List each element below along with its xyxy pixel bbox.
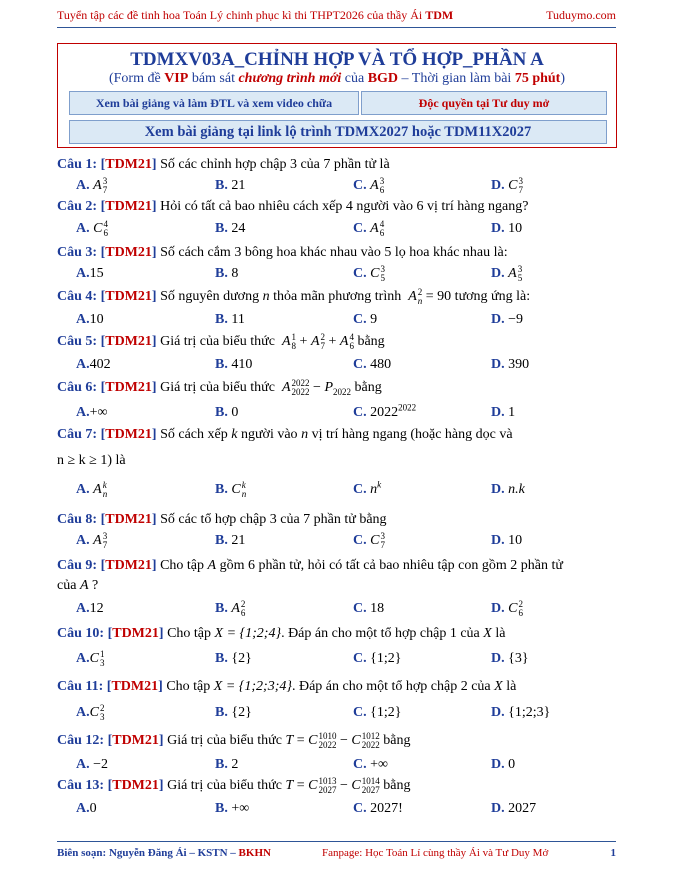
question-text: Số các tổ hợp chập 3 của 7 phần tử bằng	[160, 512, 387, 527]
header-site: Tuduymo.com	[546, 8, 616, 22]
option-label: A.	[76, 801, 90, 816]
option-value: 11	[231, 312, 245, 327]
option-value: 0	[89, 801, 97, 816]
option-label: C.	[353, 651, 367, 666]
doc-title: TDMXV03A_CHỈNH HỢP VÀ TỔ HỢP_PHẦN A	[130, 49, 544, 70]
option-value: {1;2}	[370, 651, 402, 666]
option-b[interactable]	[215, 649, 252, 668]
question-number: Câu 9:	[57, 558, 98, 573]
option-label: D.	[491, 601, 505, 616]
option-a[interactable]: A. A k n	[76, 479, 108, 499]
option-label: B.	[215, 312, 228, 327]
option-value: −2	[93, 757, 109, 772]
sub-part: )	[560, 71, 566, 86]
question-5: Câu 5: [TDM21] Giá trị của biểu thức A 1 8 + A 2 7 + A 4 6 bằng	[57, 331, 385, 351]
option-label: A.	[76, 266, 90, 281]
option-c[interactable]	[353, 599, 384, 618]
option-b[interactable]	[215, 219, 245, 238]
question-text: Cho tập	[166, 679, 211, 694]
option-value: {3}	[508, 651, 529, 666]
option-label: B.	[215, 266, 228, 281]
question-text: Cho tập	[167, 626, 212, 641]
math-var: A	[207, 558, 217, 573]
option-label: B.	[215, 178, 228, 193]
option-value: 24	[231, 221, 246, 236]
option-a[interactable]	[76, 355, 111, 374]
question-text: Giá trị của biểu thức	[167, 778, 282, 793]
math-set: X = {1;2;3;4}	[213, 679, 292, 694]
question-text: . Đáp án cho một tổ hợp chập 1 của	[281, 626, 480, 641]
option-d[interactable]	[491, 310, 523, 329]
option-value: 2027	[508, 801, 537, 816]
option-c[interactable]: C. $2022^{2022}$	[353, 402, 417, 420]
option-c[interactable]	[353, 310, 377, 329]
option-c[interactable]	[353, 703, 401, 722]
sub-part: – Thời gian làm bài	[401, 71, 512, 86]
math-var: X	[483, 626, 492, 641]
option-a[interactable]: A. A 3 7	[76, 530, 108, 550]
footer-fanpage[interactable]: Fanpage: Học Toán Lí cùng thầy Ái và Tư Duy Mở	[322, 847, 549, 859]
option-label: D.	[491, 405, 505, 420]
question-text: Giá trị của biểu thức	[160, 334, 275, 349]
option-label: A.	[76, 533, 90, 548]
option-b[interactable]	[215, 403, 238, 422]
option-b[interactable]	[215, 799, 249, 818]
question-9-line2	[57, 576, 622, 595]
math-var: n	[301, 427, 309, 442]
option-d[interactable]: D. C 2 6	[491, 598, 523, 618]
option-a[interactable]: A. A 3 7	[76, 175, 108, 195]
question-text: thỏa mãn phương trình	[273, 289, 402, 304]
option-value: 10	[508, 533, 523, 548]
footer-rule	[57, 841, 616, 842]
page-number: 1	[610, 847, 616, 859]
question-text: gồm 6 phần tử, hỏi có tất cả bao nhiêu tập con gồm 2 phần tử	[219, 558, 563, 573]
option-c[interactable]: C. $n^k$	[353, 479, 382, 497]
option-label: B.	[215, 601, 228, 616]
option-label: D.	[491, 312, 505, 327]
question-text: bằng	[383, 733, 411, 748]
option-label: C.	[353, 601, 367, 616]
option-label: C.	[353, 357, 367, 372]
sub-program: chương trình mới	[238, 71, 342, 86]
option-label: D.	[491, 651, 505, 666]
page-footer	[57, 847, 616, 859]
question-text: . Đáp án cho một tổ hợp chập 2 của	[291, 679, 491, 694]
option-b[interactable]	[215, 310, 245, 329]
question-11: Câu 11: [TDM21] Cho tập X = {1;2;3;4}. Đáp án cho một tổ hợp chập 2 của X là	[57, 679, 517, 694]
question-text: Hỏi có tất cả bao nhiêu cách xếp 4 người vào 6 vị trí hàng ngang?	[160, 199, 529, 214]
option-b[interactable]	[215, 755, 238, 774]
lecture-link[interactable]: Xem bài giảng và làm ĐTL và xem video chữa	[69, 91, 359, 115]
option-value: 10	[508, 221, 523, 236]
question-tag: TDM21	[105, 157, 152, 172]
option-value: 9	[370, 312, 378, 327]
question-number: Câu 4:	[57, 289, 98, 304]
option-label: D.	[491, 705, 505, 720]
option-a[interactable]: A.C 1 3	[76, 648, 105, 668]
option-label: B.	[215, 482, 228, 497]
question-text: = 90 tương ứng là:	[425, 289, 531, 304]
doc-subtitle	[58, 71, 616, 87]
option-value: 390	[508, 357, 530, 372]
option-label: A.	[76, 178, 90, 193]
option-label: A.	[76, 705, 90, 720]
option-label: A.	[76, 312, 90, 327]
question-tag: TDM21	[112, 626, 159, 641]
option-value: 0	[508, 757, 516, 772]
question-number: Câu 2:	[57, 199, 98, 214]
option-label: D.	[491, 221, 505, 236]
option-value: {1;2}	[370, 705, 402, 720]
author-text: Biên soạn: Nguyễn Đăng Ái – KSTN –	[57, 847, 236, 859]
option-value: +∞	[370, 757, 389, 772]
question-9: Câu 9: [TDM21] Cho tập A gồm 6 phần tử, hỏi có tất cả bao nhiêu tập con gồm 2 phần tử	[57, 558, 563, 573]
question-1: Câu 1: [TDM21] Số các chỉnh hợp chập 3 của 7 phần tử là	[57, 157, 390, 172]
question-number: Câu 8:	[57, 512, 98, 527]
option-d[interactable]: D. A 3 5	[491, 263, 523, 283]
question-text: Giá trị của biểu thức	[167, 733, 282, 748]
option-a[interactable]	[76, 403, 108, 422]
option-a[interactable]: A. C 4 6	[76, 218, 108, 238]
question-7: Câu 7: [TDM21] Số cách xếp k người vào n vị trí hàng ngang (hoặc hàng dọc và	[57, 427, 513, 442]
option-label: A.	[76, 757, 90, 772]
math-var: n	[262, 289, 270, 304]
option-d[interactable]: D. C 3 7	[491, 175, 523, 195]
option-label: B.	[215, 705, 228, 720]
option-value: +∞	[89, 405, 108, 420]
option-label: D.	[491, 533, 505, 548]
question-tag: TDM21	[105, 427, 152, 442]
question-tag: TDM21	[111, 679, 159, 694]
question-8: Câu 8: [TDM21] Số các tổ hợp chập 3 của 7 phần tử bằng	[57, 512, 387, 527]
question-tag: TDM21	[105, 245, 152, 260]
question-number: Câu 6:	[57, 380, 98, 395]
option-label: D.	[491, 757, 505, 772]
exclusive-label: Độc quyền tại Tư duy mở	[361, 91, 607, 115]
option-c[interactable]	[353, 755, 388, 774]
option-label: B.	[215, 221, 228, 236]
question-2: Câu 2: [TDM21] Hỏi có tất cả bao nhiêu cách xếp 4 người vào 6 vị trí hàng ngang?	[57, 199, 529, 214]
option-a[interactable]	[76, 755, 108, 774]
option-d[interactable]	[491, 755, 515, 774]
option-label: A.	[76, 601, 90, 616]
option-c[interactable]: C. A 4 6	[353, 218, 385, 238]
option-label: C.	[353, 533, 367, 548]
sub-time: 75 phút	[514, 71, 561, 86]
question-text: Số các chỉnh hợp chập 3 của 7 phần tử là	[160, 157, 390, 172]
option-c[interactable]	[353, 799, 403, 818]
question-number: Câu 5:	[57, 334, 98, 349]
option-label: B.	[215, 757, 228, 772]
option-b[interactable]	[215, 355, 252, 374]
question-text: Số cách xếp	[160, 427, 228, 442]
option-label: C.	[353, 221, 367, 236]
option-a[interactable]	[76, 310, 104, 329]
title-box	[57, 43, 617, 148]
option-value: 402	[89, 357, 111, 372]
option-value: 0	[231, 405, 239, 420]
option-label: B.	[215, 801, 228, 816]
option-label: B.	[215, 651, 228, 666]
question-text: Số nguyên dương	[160, 289, 260, 304]
question-tag: TDM21	[105, 289, 152, 304]
option-label: B.	[215, 533, 228, 548]
option-value: 12	[89, 601, 104, 616]
option-value: 18	[370, 601, 385, 616]
option-label: C.	[353, 405, 367, 420]
question-text: Số cách cắm 3 bông hoa khác nhau vào 5 lọ hoa khác nhau là:	[160, 245, 508, 260]
sub-part: (Form đề	[108, 71, 161, 86]
question-text: ?	[92, 578, 99, 593]
option-label: A.	[76, 651, 90, 666]
option-label: D.	[491, 801, 505, 816]
option-c[interactable]	[353, 649, 401, 668]
option-b[interactable]: B. C k n	[215, 479, 247, 499]
question-3: Câu 3: [TDM21] Số cách cắm 3 bông hoa khác nhau vào 5 lọ hoa khác nhau là:	[57, 245, 508, 260]
option-label: C.	[353, 266, 367, 281]
question-text: người vào	[240, 427, 298, 442]
question-tag: TDM21	[112, 778, 159, 793]
option-a[interactable]	[76, 264, 104, 283]
option-d[interactable]	[491, 219, 522, 238]
option-d[interactable]	[491, 799, 536, 818]
option-b[interactable]	[215, 703, 252, 722]
option-value: 1	[508, 405, 516, 420]
option-value: +∞	[231, 801, 250, 816]
question-number: Câu 11:	[57, 679, 104, 694]
header-tdm: TDM	[425, 8, 454, 22]
question-tag: TDM21	[105, 512, 152, 527]
question-text: là	[506, 679, 517, 694]
sub-part: bám sát	[191, 71, 235, 86]
header-text: Tuyển tập các đề tinh hoa Toán Lý chinh phục kì thi THPT2026 của thầy Ái	[57, 8, 423, 22]
question-tag: TDM21	[112, 733, 159, 748]
question-tag: TDM21	[105, 380, 152, 395]
option-a[interactable]: A.C 2 3	[76, 702, 105, 722]
option-value: {2}	[231, 651, 252, 666]
page-header	[57, 8, 616, 23]
option-value: −9	[508, 312, 524, 327]
question-12: Câu 12: [TDM21] Giá trị của biểu thức T = C 1010 2022 − C 1012 2022 bằng	[57, 730, 411, 750]
option-label: A.	[76, 482, 90, 497]
option-label: A.	[76, 221, 90, 236]
option-label: C.	[353, 482, 367, 497]
option-value: 410	[231, 357, 253, 372]
option-label: C.	[353, 757, 367, 772]
question-7-line2: n ≥ k ≥ 1) là	[57, 453, 126, 468]
option-label: A.	[76, 357, 90, 372]
option-a[interactable]	[76, 799, 97, 818]
option-d[interactable]	[491, 355, 529, 374]
option-label: C.	[353, 705, 367, 720]
math-set: X = {1;2;4}	[214, 626, 282, 641]
question-text: của	[57, 578, 77, 593]
math-var: X	[494, 679, 503, 694]
option-value: 15	[89, 266, 104, 281]
question-tag: TDM21	[105, 334, 152, 349]
sub-vip: VIP	[164, 71, 189, 86]
option-value: {1;2;3}	[508, 705, 551, 720]
option-a[interactable]	[76, 599, 104, 618]
option-b[interactable]	[215, 176, 245, 195]
question-number: Câu 10:	[57, 626, 105, 641]
option-c[interactable]: C. C 3 7	[353, 530, 385, 550]
question-text: bằng	[354, 380, 382, 395]
option-label: D.	[491, 178, 505, 193]
option-label: C.	[353, 801, 367, 816]
math-var: A	[79, 578, 89, 593]
option-d[interactable]	[491, 649, 529, 668]
option-value: 8	[231, 266, 239, 281]
sub-bgd: BGD	[367, 71, 399, 86]
question-4: Câu 4: [TDM21] Số nguyên dương n thỏa mãn phương trình A 2 n = 90 tương ứng là:	[57, 286, 531, 306]
question-number: Câu 7:	[57, 427, 98, 442]
question-number: Câu 12:	[57, 733, 105, 748]
option-value: 480	[370, 357, 392, 372]
option-c[interactable]: C. C 3 5	[353, 263, 385, 283]
question-text: Cho tập	[160, 558, 205, 573]
option-d[interactable]	[491, 531, 522, 550]
option-value: 2027!	[370, 801, 403, 816]
option-label: A.	[76, 405, 90, 420]
question-tag: TDM21	[105, 558, 152, 573]
question-13: Câu 13: [TDM21] Giá trị của biểu thức T = C 1013 2027 − C 1014 2027 bằng	[57, 775, 411, 795]
question-text: Giá trị của biểu thức	[160, 380, 275, 395]
question-number: Câu 1:	[57, 157, 98, 172]
option-value: 10	[89, 312, 104, 327]
option-label: C.	[353, 312, 367, 327]
option-value: 2	[231, 757, 239, 772]
option-label: B.	[215, 405, 228, 420]
author-school: BKHN	[238, 847, 271, 859]
question-text: vị trí hàng ngang (hoặc hàng dọc và	[311, 427, 513, 442]
option-label: D.	[491, 357, 505, 372]
question-text: bằng	[383, 778, 411, 793]
option-value: 21	[231, 178, 246, 193]
option-b[interactable]	[215, 531, 245, 550]
option-b[interactable]: B. A 2 6	[215, 598, 246, 618]
option-b[interactable]	[215, 264, 238, 283]
math-var: k	[231, 427, 238, 442]
option-c[interactable]: C. A 3 6	[353, 175, 385, 195]
question-number: Câu 3:	[57, 245, 98, 260]
question-number: Câu 13:	[57, 778, 105, 793]
option-label: B.	[215, 357, 228, 372]
option-label: C.	[353, 178, 367, 193]
option-value: {2}	[231, 705, 252, 720]
option-c[interactable]	[353, 355, 391, 374]
option-label: D.	[491, 482, 505, 497]
question-10: Câu 10: [TDM21] Cho tập X = {1;2;4}. Đáp án cho một tổ hợp chập 1 của X là	[57, 626, 506, 641]
sub-part: của	[344, 71, 365, 86]
option-d[interactable]	[491, 480, 525, 499]
question-text: là	[495, 626, 506, 641]
option-value: n.k	[508, 482, 525, 497]
header-rule	[57, 27, 616, 28]
footer-author	[57, 847, 271, 859]
option-d[interactable]	[491, 703, 550, 722]
roadmap-link[interactable]: Xem bài giảng tại link lộ trình TDMX2027 hoặc TDM11X2027	[69, 120, 607, 144]
option-label: D.	[491, 266, 505, 281]
question-tag: TDM21	[105, 199, 152, 214]
option-d[interactable]	[491, 403, 515, 422]
question-text: bằng	[357, 334, 385, 349]
question-6: Câu 6: [TDM21] Giá trị của biểu thức A 2022 2022 − $P_{2022}$ bằng	[57, 377, 382, 397]
option-value: 21	[231, 533, 246, 548]
